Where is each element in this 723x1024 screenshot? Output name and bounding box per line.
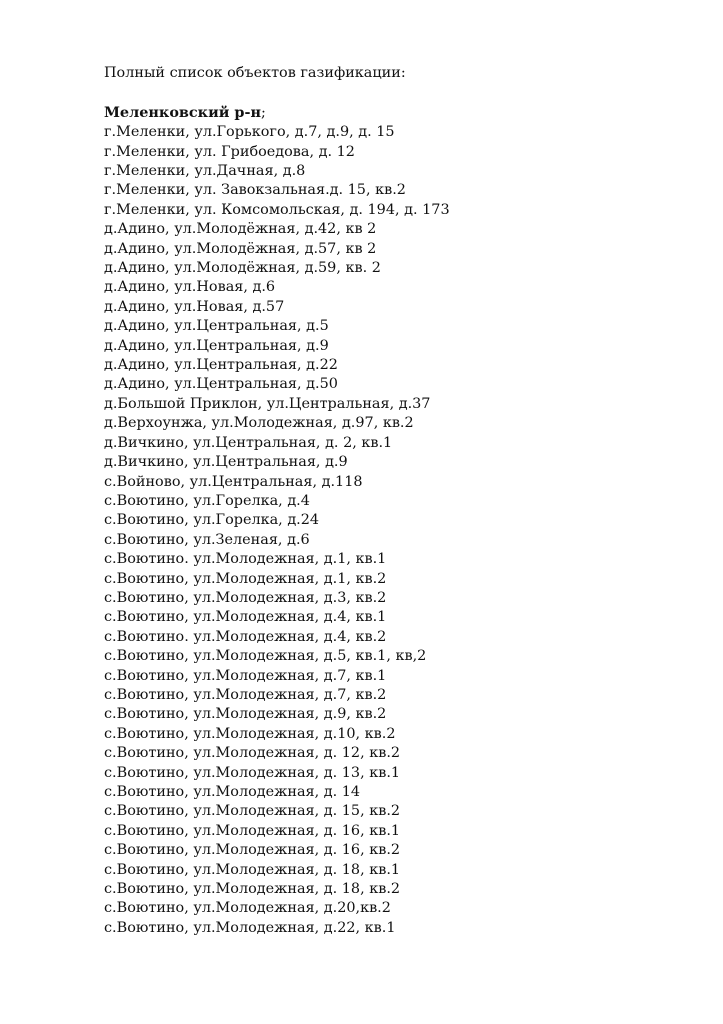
address-item: д.Адино, ул.Молодёжная, д.42, кв 2: [104, 221, 377, 238]
address-item: д.Вичкино, ул.Центральная, д. 2, кв.1: [104, 434, 393, 451]
address-item: г.Меленки, ул.Дачная, д.8: [104, 163, 306, 180]
district-heading: [104, 103, 704, 123]
address-item: с.Воютино, ул.Зеленая, д.6: [104, 531, 310, 548]
address-item: с.Воютино, ул.Молодежная, д.20,кв.2: [104, 900, 391, 917]
address-item: с.Воютино, ул.Молодежная, д.4, кв.1: [104, 609, 387, 626]
address-item: г.Меленки, ул. Завокзальная.д. 15, кв.2: [104, 182, 406, 199]
address-item: с.Воютино, ул.Молодежная, д.1, кв.2: [104, 570, 387, 587]
address-item: г.Меленки, ул. Грибоедова, д. 12: [104, 143, 355, 160]
address-item: с.Воютино. ул.Молодежная, д.4, кв.2: [104, 628, 387, 645]
document-page: [104, 64, 704, 938]
address-item: с.Воютино, ул.Молодежная, д.3, кв.2: [104, 589, 387, 606]
address-item: с.Воютино, ул.Молодежная, д. 13, кв.1: [104, 764, 401, 781]
address-item: с.Воютино, ул.Молодежная, д. 18, кв.1: [104, 861, 401, 878]
address-item: д.Адино, ул.Молодёжная, д.57, кв 2: [104, 240, 377, 257]
address-item: д.Адино, ул.Новая, д.6: [104, 279, 276, 296]
district-suffix: ;: [261, 104, 266, 121]
address-item: с.Воютино, ул.Молодежная, д. 18, кв.2: [104, 881, 401, 898]
address-item: с.Воютино, ул.Молодежная, д.9, кв.2: [104, 706, 387, 723]
address-item: с.Воютино, ул.Молодежная, д.7, кв.1: [104, 667, 387, 684]
address-item: с.Воютино, ул.Молодежная, д. 16, кв.2: [104, 842, 401, 859]
document-title: Полный список объектов газификации:: [104, 65, 406, 81]
address-item: д.Большой Приклон, ул.Центральная, д.37: [104, 395, 431, 412]
address-item: с.Воютино, ул.Горелка, д.4: [104, 492, 310, 509]
address-item: с.Воютино, ул.Молодежная, д. 14: [104, 784, 361, 801]
address-item: г.Меленки, ул. Комсомольская, д. 194, д. 173: [104, 201, 450, 218]
address-item: с.Воютино, ул.Молодежная, д. 15, кв.2: [104, 803, 401, 820]
address-item: д.Адино, ул.Центральная, д.5: [104, 318, 329, 335]
address-item: с.Воютино, ул.Молодежная, д. 12, кв.2: [104, 745, 401, 762]
address-item: д.Адино, ул.Центральная, д.9: [104, 337, 329, 354]
address-item: д.Адино, ул.Новая, д.57: [104, 298, 285, 315]
address-list: [104, 123, 704, 938]
address-item: д.Адино, ул.Центральная, д.22: [104, 357, 338, 374]
address-item: с.Воютино. ул.Молодежная, д.1, кв.1: [104, 551, 387, 568]
address-item: д.Адино, ул.Центральная, д.50: [104, 376, 338, 393]
address-item: д.Адино, ул.Молодёжная, д.59, кв. 2: [104, 260, 381, 277]
address-item: д.Вичкино, ул.Центральная, д.9: [104, 454, 348, 471]
address-item: с.Воютино, ул.Горелка, д.24: [104, 512, 320, 529]
address-item: с.Воютино, ул.Молодежная, д.7, кв.2: [104, 686, 387, 703]
address-item: с.Воютино, ул.Молодежная, д.22, кв.1: [104, 919, 396, 936]
district-name: Меленковский р-н: [104, 103, 261, 121]
address-item: д.Верхоунжа, ул.Молодежная, д.97, кв.2: [104, 415, 414, 432]
address-item: с.Воютино, ул.Молодежная, д.5, кв.1, кв,2: [104, 648, 427, 665]
address-item: г.Меленки, ул.Горького, д.7, д.9, д. 15: [104, 124, 395, 141]
address-item: с.Войново, ул.Центральная, д.118: [104, 473, 363, 490]
address-item: с.Воютино, ул.Молодежная, д. 16, кв.1: [104, 822, 401, 839]
address-item: с.Воютино, ул.Молодежная, д.10, кв.2: [104, 725, 396, 742]
